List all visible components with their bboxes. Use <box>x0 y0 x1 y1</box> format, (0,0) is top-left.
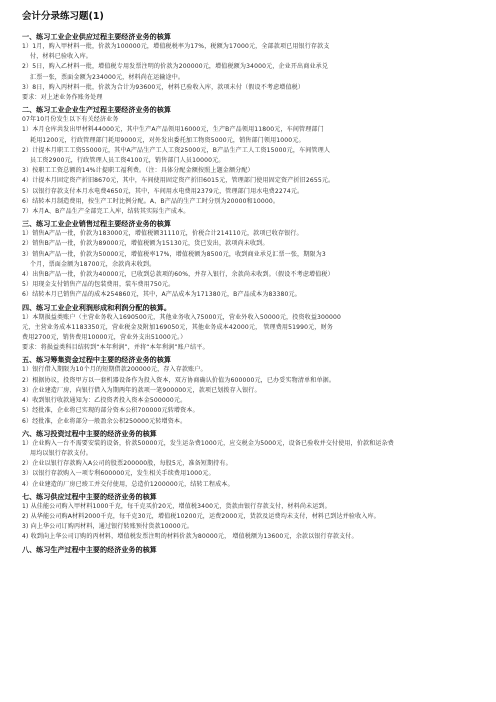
exercise-line: 7）本月A、B产品生产全部完工入库，结转其实际生产成本。 <box>22 208 190 216</box>
exercise-line: 4）出售B产品一批，价款为40000元，已收到总款项的60%，并存入银行，余款尚未收到。（假设不考虑增值税） <box>22 271 334 279</box>
exercise-line: 3）8日，购入丙材料一批，价款为合计为93600元，材料已验收入库，款项未付（假设不考虑增值税） <box>22 83 305 91</box>
exercise-line: 1）1月，购入甲材料一批，价款为100000元，增值税税率为17%，税额为17000元，全部款项已用银行存款支 <box>22 43 330 50</box>
exercise-line: 2）销售B产品一批，价款为89000元，增值税额为15130元，货已发出，款项尚未收到。 <box>22 240 269 248</box>
exercise-line: 1）销售A产品一批，价款为183000元，增值税额31110元，价税合计214110元，款项已收存银行。 <box>22 230 303 238</box>
section-heading: 四、练习工业企业利润形成和利润分配的核算。 <box>22 302 171 312</box>
exercise-line: 5）以银行存款支付本月水电费4650元，其中，车间用水电费用2379元，管理部门用水电费2274元。 <box>22 187 304 195</box>
exercise-section <box>22 544 478 555</box>
exercise-line: 2）计提本月职工工资55000元，其中A产品生产工人工资25000元，B产品生产工人工资15000元，车间管理人 <box>22 146 331 154</box>
exercise-line: 2）根据协议，投资甲方以一套机器设备作为投入资本，双方协商确认价值为600000元，已办妥实物清单和单据。 <box>22 376 336 384</box>
exercise-line: 6）结转本月已销售产品的成本254860元，其中，A产品成本为171380元，B产品成本为83380元。 <box>22 291 301 299</box>
exercise-line: 6）经批准，企业将部分一般盈余公积250000元转增资本。 <box>22 417 187 425</box>
exercise-line: 1）本期损益类账户（主营业务收入1690500元，其他业务收入75000元，营业外收入50000元，投资收益300000 <box>22 313 342 321</box>
section-heading: 一、练习工业企业供应过程主要经济业务的核算 <box>22 32 171 41</box>
exercise-line: 2）5日，购入乙材料一批，增值税专用发票注明的价款为200000元，增值税额为34000元，企业开出商业承兑 <box>22 63 329 71</box>
exercise-line: 付，材料已验收入库。 <box>30 53 92 61</box>
section-heading: 七、练习供应过程中主要的经济业务的核算 <box>22 491 157 501</box>
exercise-section <box>22 491 478 543</box>
exercise-line: 用均以银行存款支付。 <box>30 449 92 457</box>
exercise-line: 费用2700元，销售费用10000元，营业外支出51000元。） <box>22 334 187 342</box>
document-page <box>22 8 478 556</box>
exercise-line: 4）企业建造的厂房已竣工并交付使用，总造价1200000元，结转工程成本。 <box>22 480 234 488</box>
exercise-line: 1）企业购入一台不需要安装的设备，价款50000元，发生运杂费1000元，应交税金为5000元，设备已验收并交付使用，价款和运杂费 <box>22 439 394 447</box>
section-heading: 五、练习筹集资金过程中主要的经济业务的核算 <box>22 355 171 365</box>
exercise-section <box>22 104 478 217</box>
exercise-line: 3）销售A产品一批，价款为50000元，增值税率17%，增值税额为8500元，收到商业承兑汇票一张，期限为3 <box>22 250 326 258</box>
section-heading: 八、练习生产过程中主要的经济业务的核算 <box>22 544 157 554</box>
exercise-line: 4）收到银行收款通知为：乙投资者投入资本金500000元。 <box>22 397 187 405</box>
exercise-line: 07年10月份发生以下有关经济业务 <box>22 116 119 124</box>
exercise-line: 2）企业以银行存款购入A公司的股票200000股，每股5元，准备短期持有。 <box>22 460 232 468</box>
exercise-line: 员工资2900元，行政管理人员工资4100元，销售部门人员10000元。 <box>30 157 225 165</box>
exercise-line: 4）计提本月固定资产折旧8670元，其中，车间使用固定资产折旧6015元，管理部门使用固定资产折旧2655元。 <box>22 177 335 185</box>
exercise-line: 1）银行借入期限为10个月的短期借款200000元，存入存款账户。 <box>22 366 207 374</box>
exercise-line: 2) 从华能公司购A材料2000千克，每千克30元，增值税10200元，运费2000元，货款及运费均未支付，材料已到达并验收入库。 <box>22 512 380 520</box>
exercise-section <box>22 218 478 300</box>
exercise-line: 元，主营业务成本1183350元，营业税金及附加169050元，其他业务成本42000元， 管理费用51990元，财务 <box>22 323 333 331</box>
exercise-line: 4) 收到向上华公司订购的丙材料，增值税发票注明的材料价款为80000元， 增值税额为13600元，余款以银行存款支付。 <box>22 533 358 541</box>
section-heading: 三、练习工业企业销售过程主要经济业务的核算 <box>22 219 171 229</box>
exercise-section <box>22 428 478 490</box>
exercise-line: 个月，票面金额为18700元，余款尚未收到。 <box>30 260 156 268</box>
exercise-line: 汇票一张，票面金额为234000元，材料尚在运输途中。 <box>30 73 185 81</box>
exercise-line: 3）企业建造厂房，向银行借入为期两年的款项一笔900000元，款项已划拨存入银行。 <box>22 386 261 394</box>
section-heading: 二、练习工业企业生产过程主要经济业务的核算 <box>22 105 171 115</box>
exercise-line: 要求：对上述业务作账务处理 <box>22 94 103 102</box>
section-heading: 六、练习投资过程中主要的经济业务的核算 <box>22 428 157 438</box>
exercise-line: 1) 从佳能公司购入甲材料1000千克，每千克买价20元，增值税3400元，货款由银行存款支付，材料尚未运到。 <box>22 502 331 510</box>
exercise-line: 3）以银行存款购入一项专利600000元，发生相关手续费用1000元。 <box>22 470 215 478</box>
exercise-line: 1）本月仓库共发出甲材料44000元，其中生产A产品领用16000元，生产B产品领用11800元，车间管理部门 <box>22 126 324 134</box>
exercise-sections <box>22 31 478 555</box>
exercise-section <box>22 31 478 103</box>
exercise-line: 6）结转本月制造费用，按生产工时比例分配。A、B产品的生产工时分别为20000和10000。 <box>22 197 280 205</box>
document-title: 会计分录练习题(1) <box>22 11 104 22</box>
exercise-line: 3）按职工工资总额的14%计提职工福利费。（注：具体分配金额按照上题金额分配） <box>22 167 254 175</box>
exercise-line: 5）用现金支付销售产品的包装费用，装车费用750元。 <box>22 281 175 289</box>
exercise-line: 耗用1200元，行政管理部门耗用9000元，对外发出委托加工物资5000元，销售部门领用1000元。 <box>30 136 305 144</box>
exercise-section <box>22 302 478 354</box>
exercise-line: 3) 向上华公司订购丙材料，通过银行转账预付货款10000元。 <box>22 523 194 531</box>
exercise-line: 5）经批准，企业将已实现的部分资本公积700000元转增资本。 <box>22 407 199 415</box>
exercise-line: 要求：将损益类科目结转到“本年利润”，并将“本年利润”账户结平。 <box>22 344 209 352</box>
exercise-section <box>22 354 478 426</box>
